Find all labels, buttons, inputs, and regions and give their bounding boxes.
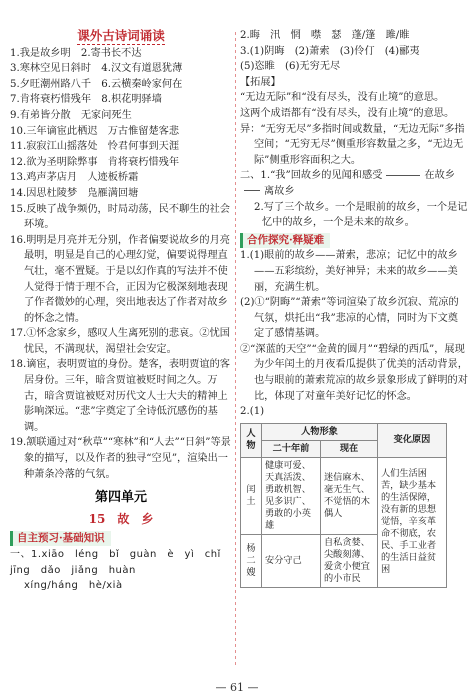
subheader-now: 现在	[321, 440, 378, 457]
row-reason: 人们生活困苦，缺少基本的生活保障，没有新的思想觉悟，辛亥革命不彻底，农民、手工业者的生活日益贫困	[378, 457, 447, 587]
part-two-item-1: 二、1.“我”回故乡的见闻和感受 在故乡离故乡	[240, 170, 455, 197]
row-name: 闰土	[241, 457, 262, 534]
column-divider	[235, 32, 236, 668]
answer-line: 18.谪宦，表明贾谊的身份。楚客，表明贾谊的客居身份。三年，暗含贾谊被贬时间之久。万古，暗含贾谊被贬对历代文人士大夫的精神上影响深远。“悲”字奠定了全诗低沉感伤的基调。	[10, 359, 230, 433]
cooperation-answers	[240, 248, 468, 404]
page-number: — 61 —	[215, 681, 259, 694]
question-2-label: 2.(1)	[240, 406, 265, 418]
cooperation-tag: 合作探究·释疑难	[240, 233, 330, 248]
answer-line: 3.(1)阴晦 (2)萧索 (3)伶仃 (4)郦夷	[240, 45, 420, 57]
answer-line: 2.晦 汛 惘 噤 瑟 蓬/篷 雎/睢	[240, 30, 410, 41]
answer-line: 19.颔联通过对“秋草”“寒林”和“人去”“日斜”等景象的描写，以及作者的独寻“空见”，渲染出一种萧条冷落的气氛。	[10, 437, 231, 480]
left-lines	[10, 46, 232, 483]
character-table	[240, 423, 447, 588]
answer-line: 15.反映了战争频仍，时局动荡，民不聊生的社会环境。	[10, 203, 230, 231]
answer-line: 5.夕旺潮州路八千 6.云横秦岭家何在	[10, 78, 183, 90]
header-person: 人物	[241, 423, 262, 457]
right-lines	[240, 28, 468, 168]
lesson-title: 15 故 乡	[88, 511, 154, 526]
answer-line: 3.寒林空见日斜时 4.汉文有道恩犹薄	[10, 63, 183, 75]
cooperation-line: ②“深蓝的天空”“金黄的圆月”“碧绿的西瓜”，展现为少年闰土的月夜看瓜提供了优美的活动背景，也与眼前的萧索荒凉的故乡景象形成了鲜明的对比，体现了对童年美好记忆的怀念。	[240, 343, 468, 402]
answer-line: 16.明明是月亮并无分别，作者偏要说故乡的月亮最明，明显是自己的心理幻觉，偏要说得理直气壮，毫不置疑。于是以幻作真的写法并不使人觉得于情于理不合，正因为它极深刻地表现了作者微妙的心理，突出地表达了作者对故乡的怀念之情。	[10, 234, 230, 324]
answer-line: 7.肯将衰朽惜残年 8.枳花明驿墙	[10, 94, 162, 106]
header-image: 人物形象	[262, 423, 378, 440]
answer-line: 异：“无穷无尽”多指时间或数量，“无边无际”多指空间；“无穷无尽”侧重形容数量之多，“无边无际”侧重形容面积之大。	[240, 123, 465, 166]
answer-line: 11.寂寂江山摇落处 怜君何事到天涯	[10, 141, 180, 153]
right-column	[240, 28, 468, 588]
answer-line: 17.①怀念家乡，感叹人生离死别的悲哀。②忧国忧民，不满现状，渴望社会安定。	[10, 328, 230, 355]
section-title: 课外古诗词诵读	[77, 28, 165, 43]
unit-title: 第四单元	[94, 490, 147, 506]
subheader-before: 二十年前	[262, 440, 321, 457]
left-column	[10, 28, 232, 594]
table-row	[241, 457, 447, 534]
cooperation-line: 1.(1)眼前的故乡——萧索，悲凉；记忆中的故乡——五彩缤纷，美好神异；未来的故乡——美丽，充满生机。	[240, 250, 458, 293]
row-now: 自私贪婪、尖酸刻薄、爱贪小便宜的小市民	[321, 534, 378, 587]
pinyin-line-2: xíng/háng hè/xià	[24, 580, 123, 592]
answer-line: (5)恣睢 (6)无穷无尽	[240, 61, 341, 73]
row-before: 安分守己	[262, 534, 321, 587]
answer-line: 10.三年谪宦此栖迟 万古惟留楚客悲	[10, 125, 180, 137]
answer-line: 12.欲为圣明除弊事 肯将衰朽惜残年	[10, 156, 180, 168]
header-reason: 变化原因	[378, 423, 447, 457]
cooperation-line: (2)①“阴晦”“萧索”等词渲染了故乡沉寂、荒凉的气氛，烘托出“我”悲凉的心情，同时为下文奠定了感情基调。	[240, 297, 459, 340]
pinyin-line-1: 一、1.xiāo léng bǐ guàn è yì chǐ jīng dǎo jiǎng huàn	[10, 549, 232, 576]
preview-tag: 自主预习·基础知识	[10, 531, 111, 546]
answer-line: 这两个成语都有“没有尽头，没有止境”的意思。	[240, 107, 455, 119]
answer-line: 9.有弟皆分散 无家问死生	[10, 109, 132, 121]
row-name: 杨二嫂	[241, 534, 262, 587]
answer-line: 【拓展】	[240, 76, 281, 88]
part-two-item-2: 2.写了三个故乡。一个是眼前的故乡，一个是记忆中的故乡，一个是未来的故乡。	[254, 201, 468, 229]
row-now: 迷信麻木、毫无生气、不觉悟的木偶人	[321, 457, 378, 534]
answer-line: 1.我是故乡明 2.寄书长不达	[10, 47, 142, 59]
answer-line: 14.因思杜陵梦 凫雁满回塘	[10, 187, 139, 199]
answer-line: “无边无际”和“没有尽头，没有止境”的意思。	[240, 92, 445, 104]
answer-line: 13.鸡声茅店月 人迹板桥霜	[10, 172, 139, 184]
row-before: 健康可爱、天真活泼、勇敢机智、见多识广、勇敢的小英雄	[262, 457, 321, 534]
